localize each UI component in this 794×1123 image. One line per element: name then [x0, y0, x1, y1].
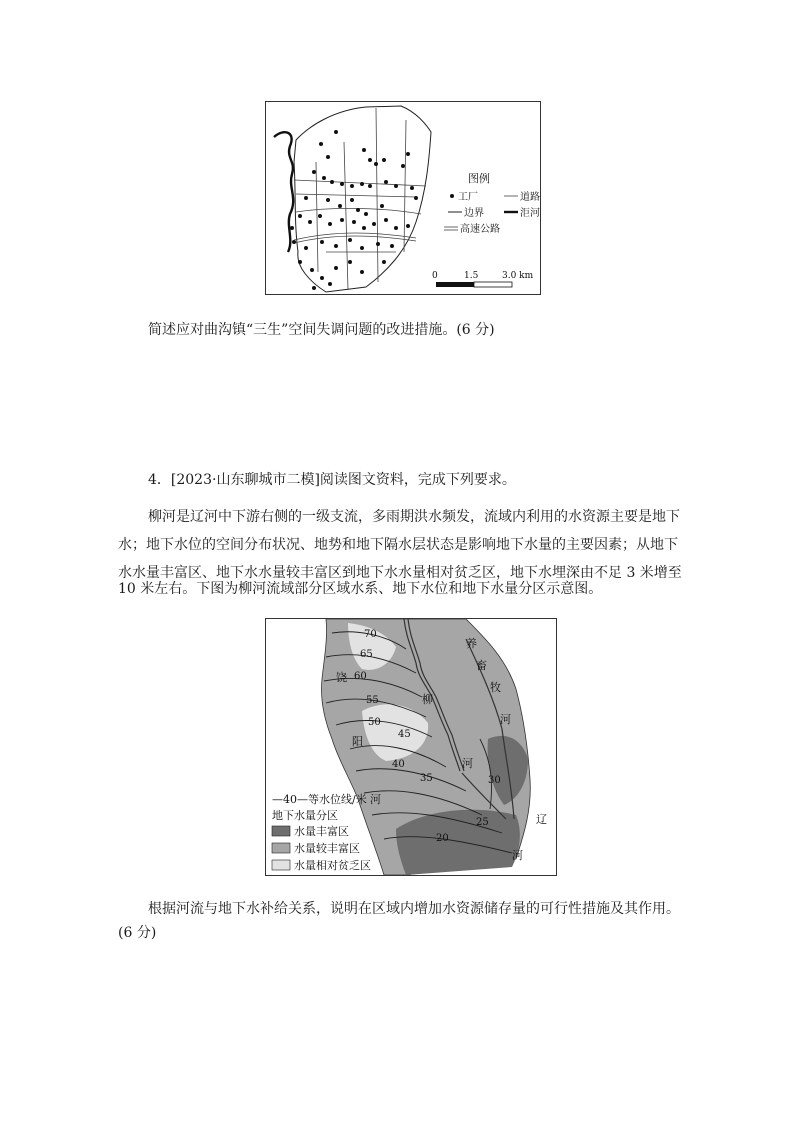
question3-text: 简述应对曲沟镇“三生”空间失调问题的改进措施。(6 分) — [148, 322, 495, 338]
legend-moderate-swatch — [272, 843, 290, 853]
highway-lines — [294, 233, 416, 243]
contour-label-45: 45 — [398, 729, 411, 740]
legend-poor-swatch — [272, 860, 290, 870]
legend-factory-icon — [450, 194, 454, 198]
legend-rich-swatch — [272, 826, 290, 836]
answer4-line-2: (6 分) — [118, 925, 157, 941]
label-he-2: 河 — [462, 757, 473, 770]
road-lines — [294, 108, 426, 290]
legend-river-label: 洰河 — [520, 208, 540, 219]
question4-para-line-1: 柳河是辽河中下游右侧的一级支流，多雨期洪水频发，流域内利用的水资源主要是地下 — [148, 509, 680, 525]
question4-header: 4．[2023·山东聊城市二模]阅读图文资料，完成下列要求。 — [148, 472, 516, 488]
contour-label-30: 30 — [488, 775, 501, 786]
scale-end: 3.0 km — [502, 271, 534, 281]
figure-factory-map — [265, 101, 541, 295]
question4-para-line-4: 10 米左右。下图为柳河流域部分区域水系、地下水位和地下水量分区示意图。 — [118, 581, 603, 597]
contour-label-50: 50 — [368, 717, 381, 728]
zone-rich-south — [396, 810, 520, 875]
label-rao: 饶 — [336, 671, 347, 684]
legend-poor-label: 水量相对贫乏区 — [294, 859, 371, 872]
legend-boundary-label: 边界 — [464, 208, 484, 219]
question4-para-line-2: 水；地下水位的空间分布状况、地势和地下隔水层状态是影响地下水量的主要因素；从地下 — [118, 537, 678, 553]
label-liao: 辽 — [536, 813, 547, 826]
legend-zones-title: 地下水量分区 — [272, 809, 338, 822]
legend-moderate-label: 水量较丰富区 — [294, 842, 360, 855]
figure-groundwater-map — [265, 618, 557, 876]
label-mu: 牧 — [490, 681, 501, 694]
label-he-4: 河 — [512, 849, 523, 862]
contour-label-60: 60 — [354, 671, 367, 682]
legend-highway-label: 高速公路 — [460, 224, 500, 235]
contour-label-40: 40 — [392, 759, 405, 770]
scale-mid: 1.5 — [464, 271, 479, 281]
legend-factory-label: 工厂 — [458, 192, 478, 203]
contour-label-35: 35 — [420, 773, 433, 784]
groundwater-map-svg — [266, 619, 556, 875]
contour-label-65: 65 — [360, 649, 373, 660]
scale-bar-black — [436, 282, 474, 287]
scale-zero: 0 — [432, 271, 438, 281]
label-he-3: 河 — [370, 793, 381, 806]
contour-label-20: 20 — [436, 833, 449, 844]
contour-label-70: 70 — [364, 629, 377, 640]
factory-map-svg — [266, 102, 540, 294]
question4-para-line-3: 水水量丰富区、地下水水量较丰富区到地下水水量相对贫乏区，地下水埋深由不足 3 米增至 — [118, 565, 682, 581]
contour-label-25: 25 — [476, 817, 489, 828]
label-yang-river: 养 — [466, 637, 477, 650]
legend-rich-label: 水量丰富区 — [294, 825, 349, 838]
label-yang-town: 阳 — [352, 735, 363, 748]
legend-road-label: 道路 — [520, 192, 540, 203]
groundwater-legend — [272, 792, 371, 872]
legend-contour: —40—等水位线/米 — [272, 793, 367, 806]
boundary-line — [294, 106, 431, 292]
label-xu: 畜 — [476, 659, 487, 672]
legend-title: 图例 — [468, 172, 490, 185]
answer4-line-1: 根据河流与地下水补给关系，说明在区域内增加水资源储存量的可行性措施及其作用。 — [148, 901, 680, 917]
scale-bar-white — [474, 282, 512, 287]
river-line — [274, 132, 293, 252]
contour-label-55: 55 — [366, 695, 379, 706]
label-he-1: 河 — [500, 713, 511, 726]
label-liu: 柳 — [422, 693, 433, 706]
